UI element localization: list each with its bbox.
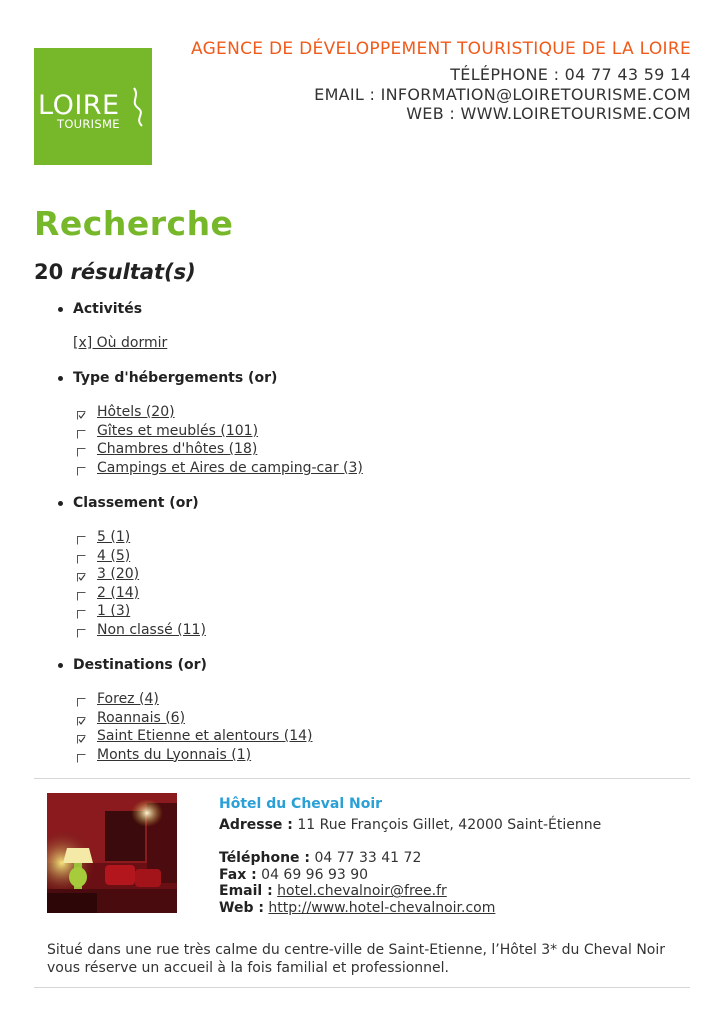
logo-graphic bbox=[34, 48, 152, 165]
logo-text-sub: TOURISME bbox=[57, 117, 120, 131]
facet-option-link[interactable]: 3 (20) bbox=[97, 566, 140, 583]
checkbox-checked-icon[interactable] bbox=[77, 569, 86, 578]
web-label: Web : bbox=[219, 900, 264, 917]
checkbox-unchecked-icon[interactable] bbox=[77, 750, 86, 759]
agency-web: WEB : WWW.LOIRETOURISME.COM bbox=[406, 104, 691, 123]
agency-email: EMAIL : INFORMATION@LOIRETOURISME.COM bbox=[314, 84, 691, 104]
result-count-label: résultat(s) bbox=[70, 260, 196, 284]
fax-label: Fax : bbox=[219, 866, 257, 883]
checkbox-unchecked-icon[interactable] bbox=[77, 588, 86, 597]
checkbox-unchecked-icon[interactable] bbox=[77, 625, 86, 634]
facet-option-link[interactable]: 5 (1) bbox=[97, 529, 131, 545]
agency-header bbox=[191, 38, 691, 124]
agency-name: AGENCE DE DÉVELOPPEMENT TOURISTIQUE DE LA LOIRE bbox=[190, 39, 691, 59]
address-label: Adresse : bbox=[219, 817, 293, 833]
email-link[interactable]: hotel.chevalnoir@free.fr bbox=[277, 883, 447, 900]
facet-option-destinations-1[interactable] bbox=[56, 709, 313, 728]
page-title: Recherche bbox=[34, 204, 234, 243]
phone-label: Téléphone : bbox=[219, 849, 311, 866]
facet-option-link[interactable]: Non classé (11) bbox=[97, 621, 206, 638]
hotel-photo bbox=[47, 793, 177, 913]
facet-options bbox=[56, 528, 206, 640]
agency-phone: TÉLÉPHONE : 04 77 43 59 14 bbox=[450, 65, 691, 84]
facet-option-classement-5[interactable] bbox=[56, 621, 206, 640]
checkbox-unchecked-icon[interactable] bbox=[77, 551, 86, 560]
facet-option-link[interactable]: 4 (5) bbox=[97, 547, 131, 564]
checkbox-checked-icon[interactable] bbox=[77, 713, 86, 722]
facet-option-destinations-3[interactable] bbox=[56, 746, 313, 765]
hotel-phone bbox=[219, 850, 601, 867]
result-card bbox=[34, 778, 690, 988]
facet-option-hebergements-3[interactable] bbox=[56, 459, 363, 478]
checkbox-unchecked-icon[interactable] bbox=[77, 532, 86, 541]
facet-title: Destinations (or) bbox=[56, 656, 313, 674]
facet-option-link[interactable]: Gîtes et meublés (101) bbox=[97, 422, 259, 439]
facet-option-hebergements-1[interactable] bbox=[56, 422, 363, 441]
facet-option-destinations-2[interactable] bbox=[56, 727, 313, 746]
hotel-info bbox=[219, 795, 601, 917]
checkbox-checked-icon[interactable] bbox=[77, 731, 86, 740]
facet-option-link[interactable]: 1 (3) bbox=[97, 603, 131, 620]
facet-option-link[interactable]: Monts du Lyonnais (1) bbox=[97, 746, 252, 763]
phone-value: 04 77 33 41 72 bbox=[314, 849, 422, 866]
checkbox-checked-icon[interactable] bbox=[77, 407, 86, 416]
facet-option-hebergements-2[interactable] bbox=[56, 440, 363, 459]
hotel-address bbox=[219, 817, 601, 834]
facet-option-link[interactable]: Roannais (6) bbox=[97, 709, 186, 726]
facet-activites bbox=[56, 300, 167, 352]
hotel-photo-image bbox=[47, 793, 177, 913]
facet-title: Activités bbox=[56, 300, 167, 318]
checkbox-unchecked-icon[interactable] bbox=[77, 426, 86, 435]
facet-options bbox=[56, 403, 363, 477]
hotel-web bbox=[219, 900, 601, 917]
facet-option-link[interactable]: Hôtels (20) bbox=[97, 404, 175, 420]
email-label: Email : bbox=[219, 883, 273, 900]
hotel-email bbox=[219, 883, 601, 900]
facet-option-classement-3[interactable] bbox=[56, 584, 206, 603]
facet-option-link[interactable]: Saint Etienne et alentours (14) bbox=[97, 728, 313, 745]
facet-title: Classement (or) bbox=[56, 494, 206, 512]
checkbox-unchecked-icon[interactable] bbox=[77, 463, 86, 472]
facet-option-classement-0[interactable] bbox=[56, 528, 206, 547]
facet-hebergements bbox=[56, 369, 363, 477]
facet-option-link[interactable]: Forez (4) bbox=[97, 691, 159, 707]
facet-option-link[interactable]: 2 (14) bbox=[97, 584, 140, 601]
facet-option-destinations-0[interactable] bbox=[56, 690, 313, 709]
facet-option-hebergements-0[interactable] bbox=[56, 403, 363, 422]
loire-tourisme-logo bbox=[34, 48, 152, 165]
facet-destinations bbox=[56, 656, 313, 764]
logo-river-icon bbox=[134, 88, 142, 126]
facet-option-link[interactable]: Chambres d'hôtes (18) bbox=[97, 441, 258, 458]
hotel-name-link[interactable]: Hôtel du Cheval Noir bbox=[219, 796, 383, 812]
checkbox-unchecked-icon[interactable] bbox=[77, 444, 86, 453]
hotel-fax bbox=[219, 867, 601, 884]
checkbox-unchecked-icon[interactable] bbox=[77, 606, 86, 615]
address-value: 11 Rue François Gillet, 42000 Saint-Étienne bbox=[297, 817, 602, 833]
logo-text-main: LOIRE bbox=[38, 90, 120, 121]
remove-filter-link[interactable]: [x] Où dormir bbox=[73, 335, 168, 351]
checkbox-unchecked-icon[interactable] bbox=[77, 694, 86, 703]
facet-option-classement-2[interactable] bbox=[56, 565, 206, 584]
facet-option-link[interactable]: Campings et Aires de camping-car (3) bbox=[97, 459, 363, 476]
facet-option-classement-1[interactable] bbox=[56, 547, 206, 566]
facet-option-classement-4[interactable] bbox=[56, 602, 206, 621]
facet-title: Type d'hébergements (or) bbox=[56, 369, 363, 387]
website-link[interactable]: http://www.hotel-chevalnoir.com bbox=[268, 900, 496, 917]
facet-options bbox=[56, 690, 313, 764]
result-count-number: 20 bbox=[34, 260, 64, 284]
result-count bbox=[34, 258, 196, 286]
hotel-description: Situé dans une rue très calme du centre-ville de Saint-Etienne, l’Hôtel 3* du Cheval Noir vous réserve un accueil à la fois familial et professionnel. bbox=[47, 942, 665, 976]
fax-value: 04 69 96 93 90 bbox=[261, 866, 369, 883]
facet-classement bbox=[56, 494, 206, 640]
